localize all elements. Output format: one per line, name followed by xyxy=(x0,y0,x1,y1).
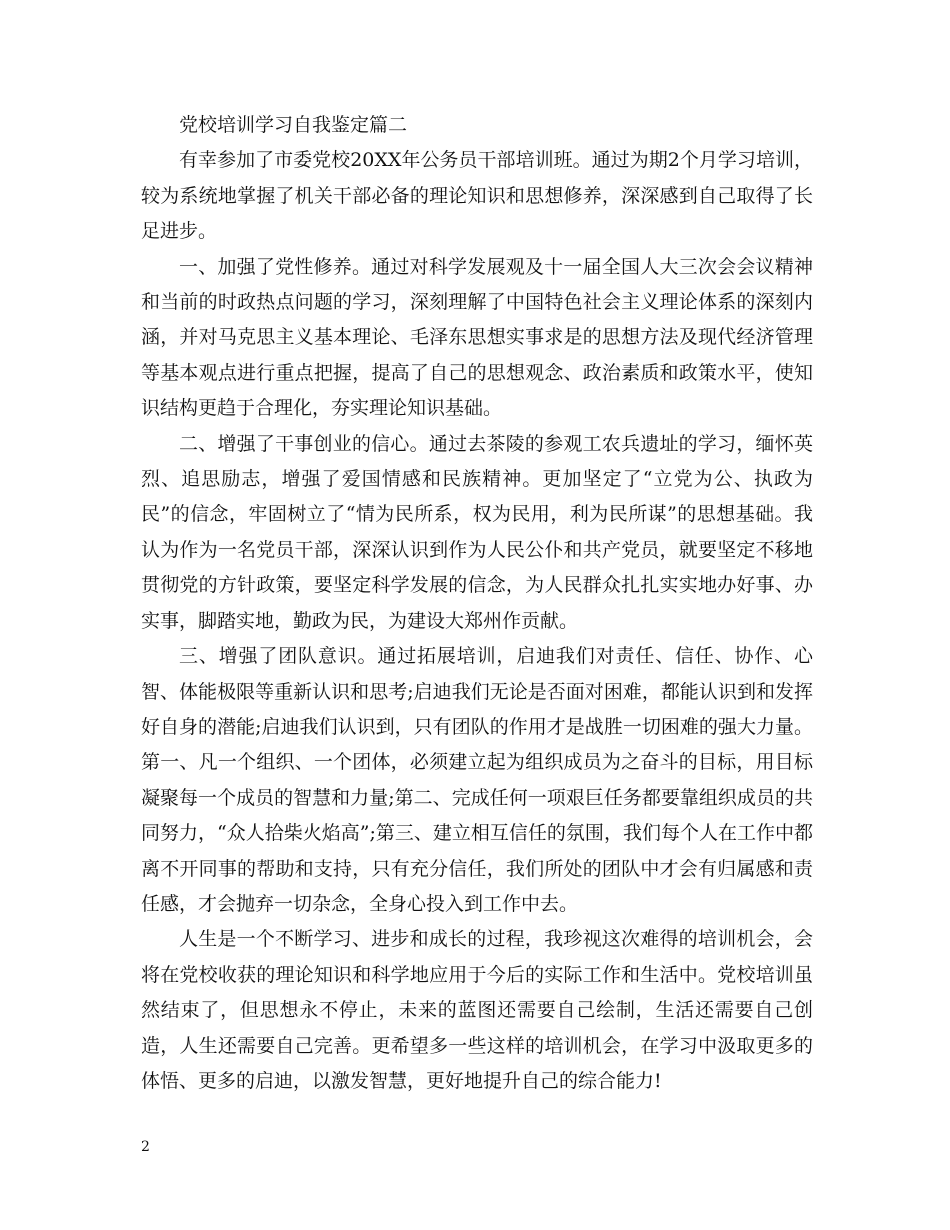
paragraph-teamwork: 三、增强了团队意识。通过拓展培训，启迪我们对责任、信任、协作、心智、体能极限等重新认识和思考;启迪我们无论是否面对困难，都能认识到和发挥好自身的潜能;启迪我们认识到，只有团队的作用才是战胜一切困难的强大力量。 第一、凡一个组织、一个团体，必须建立起为组织成员为之奋斗的目标，用目标凝聚每一个成员的智慧和力量;第二、完成任何一项艰巨任务都要靠组织成员的共同努力，“众人拾柴火焰高”;第三、建立相互信任的氛围，我们每个人在工作中都离不开同事的帮助和支持，只有充分信任，我们所处的团队中才会有归属感和责任感，才会抛弃一切杂念，全身心投入到工作中去。 xyxy=(141,645,813,915)
document-title: 党校培训学习自我鉴定篇二 xyxy=(179,114,408,136)
paragraph-party-spirit: 一、加强了党性修养。通过对科学发展观及十一届全国人大三次会会议精神和当前的时政热点问题的学习，深刻理解了中国特色社会主义理论体系的深刻内涵，并对马克思主义基本理论、毛泽东思想实事求是的思想方法及现代经济管理等基本观点进行重点把握，提高了自己的思想观念、政治素质和政策水平，使知识结构更趋于合理化，夯实理论知识基础。 xyxy=(141,255,813,420)
page-number: 2 xyxy=(141,1139,150,1155)
paragraph-confidence: 二、增强了干事创业的信心。通过去茶陵的参观工农兵遗址的学习，缅怀英烈、追思励志，增强了爱国情感和民族精神。更加坚定了“立党为公、执政为民”的信念，牢固树立了“情为民所系，权为民用，利为民所谋”的思想基础。我认为作为一名党员干部，深深认识到作为人民公仆和共产党员，就要坚定不移地贯彻党的方针政策，要坚定科学发展的信念，为人民群众扎扎实实地办好事、办实事，脚踏实地，勤政为民，为建设大郑州作贡献。 xyxy=(141,432,813,632)
paragraph-intro: 有幸参加了市委党校20XX年公务员干部培训班。通过为期2个月学习培训，较为系统地掌握了机关干部必备的理论知识和思想修养，深深感到自己取得了长足进步。 xyxy=(141,149,813,243)
paragraph-conclusion: 人生是一个不断学习、进步和成长的过程，我珍视这次难得的培训机会，会将在党校收获的理论知识和科学地应用于今后的实际工作和生活中。党校培训虽然结束了，但思想永不停止，未来的蓝图还需要自己绘制，生活还需要自己创造，人生还需要自己完善。更希望多一些这样的培训机会，在学习中汲取更多的体悟、更多的启迪，以激发智慧，更好地提升自己的综合能力! xyxy=(141,928,813,1092)
document-body xyxy=(141,108,813,1099)
